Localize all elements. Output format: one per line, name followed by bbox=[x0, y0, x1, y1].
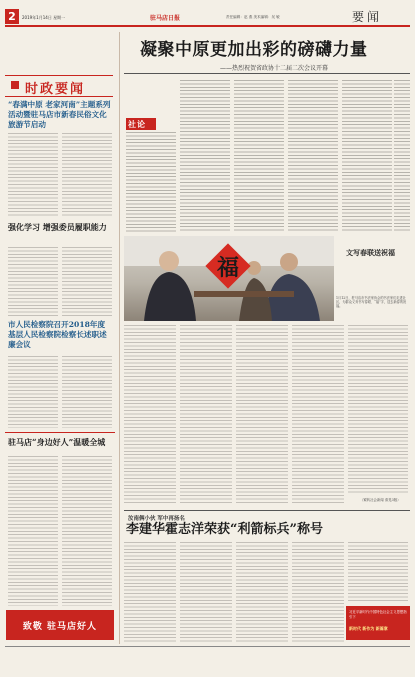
section-tag-box bbox=[5, 75, 113, 97]
photo-caption-text: 1月12日，驻马店市书法家协会的书法家们走进社区，为群众义务书写春联、“福”字，送去新春的祝福。 bbox=[336, 296, 407, 308]
left-story2-body bbox=[8, 247, 58, 317]
ad-line2: 新时代 新作为 新篇章 bbox=[349, 626, 388, 631]
left-story3-headline: 市人民检察院召开2018年度基层人民检察院检察长述职述廉会议 bbox=[8, 320, 107, 349]
news-photo bbox=[124, 236, 334, 321]
bottom-story-col5 bbox=[348, 542, 408, 602]
main-headline: 凝聚中原更加出彩的磅礴力量 bbox=[140, 40, 368, 60]
main-subhead: ——热烈祝贺省政协十二届二次会议开幕 bbox=[220, 65, 329, 72]
article-col2 bbox=[180, 325, 232, 505]
commentary-tag-box bbox=[126, 118, 156, 130]
left-story4-rule bbox=[5, 432, 115, 433]
bottom-story-kicker: 汝南俩小伙 军中再扬名 bbox=[128, 516, 185, 522]
left-story4-headline: 驻马店“身边好人”温暖全城 bbox=[8, 437, 106, 447]
commentary-tag: 社论 bbox=[128, 119, 146, 129]
headline-rule bbox=[124, 73, 410, 74]
bottom-banner-box bbox=[6, 610, 114, 640]
section-tag: 时政要闻 bbox=[25, 82, 86, 97]
commentary-col4 bbox=[288, 80, 338, 232]
commentary-col5 bbox=[342, 80, 392, 232]
ad-banner bbox=[346, 606, 410, 640]
left-column-divider bbox=[119, 32, 120, 644]
left-story3-body bbox=[8, 356, 58, 428]
bottom-story-rule bbox=[124, 510, 410, 511]
page-header bbox=[0, 8, 415, 32]
article-col1 bbox=[124, 325, 176, 505]
commentary-col1 bbox=[126, 132, 176, 232]
left-story1-body-col2 bbox=[62, 133, 112, 217]
bottom-story-headline: 李建华霍志洋荣获“利箭标兵”称号 bbox=[126, 522, 323, 537]
left-story2-body-col2 bbox=[62, 247, 112, 317]
left-story3-body-col2 bbox=[62, 356, 112, 428]
ad-line1: 习近平新时代中国特色社会主义思想指引下 bbox=[349, 610, 407, 619]
section-title: 要闻 bbox=[352, 10, 383, 24]
bottom-story-col2 bbox=[180, 542, 232, 642]
left-story2-headline: 强化学习 增强委员履职能力 bbox=[8, 222, 107, 232]
left-story1-body bbox=[8, 133, 58, 217]
article-col5 bbox=[348, 325, 408, 495]
bottom-story-col4 bbox=[292, 542, 344, 642]
left-story1-headline: “春满中原 老家河南”主题系列活动暨驻马店市新春民俗文化旅游节启动 bbox=[8, 100, 111, 129]
bottom-banner-text: 致敬 驻马店好人 bbox=[22, 622, 98, 632]
page-bottom-rule bbox=[5, 646, 410, 647]
commentary-col6 bbox=[394, 80, 410, 232]
editor-line: 责任编辑：赵 燕 美术编辑：吴 敏 bbox=[226, 15, 280, 19]
bottom-story-col1 bbox=[124, 542, 176, 642]
continued-note: （紧转社会新闻 请见3版） bbox=[360, 498, 401, 502]
section-tag-icon bbox=[11, 81, 19, 89]
commentary-col3 bbox=[234, 80, 284, 232]
left-story4-body bbox=[8, 456, 58, 606]
masthead: 驻马店日报 bbox=[150, 15, 181, 22]
commentary-col2 bbox=[180, 80, 230, 232]
bottom-story-col3 bbox=[236, 542, 288, 642]
fu-character: 福 bbox=[217, 255, 240, 281]
article-col4 bbox=[292, 325, 344, 505]
article-col3 bbox=[236, 325, 288, 505]
page-number: 2 bbox=[5, 9, 19, 24]
date-line: 2019年1月14日 星期一 bbox=[22, 15, 66, 20]
left-story4-body-col2 bbox=[62, 456, 112, 606]
photo-caption-title: 文写春联送祝福 bbox=[346, 248, 395, 257]
header-rule bbox=[5, 25, 410, 27]
